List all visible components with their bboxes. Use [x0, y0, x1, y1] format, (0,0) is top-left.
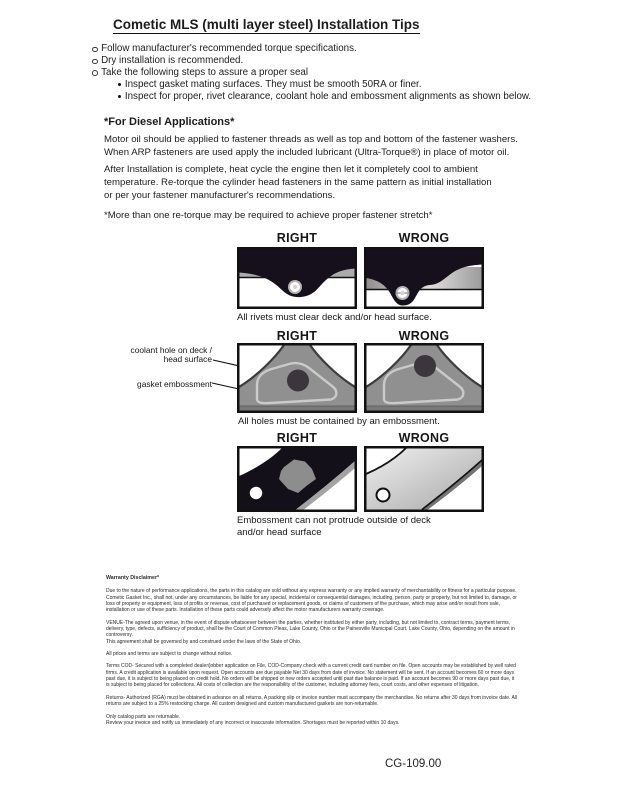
gasket-embossment-annotation: gasket embossment	[137, 379, 212, 389]
coolant-hole	[287, 370, 309, 392]
warranty-paragraph: VENUE-The agreed upon venue, in the event of dispute whatsoever between the parties, whether instituted by either party, including, but not limited to, contract terms, payment terms, delivery, type, defects, sufficiency of product, shall be the Court of Common Pleas, Lake County, Ohio or the Painesville Municipal Court, Lake County, Ohio, depending on the amount in controversy.	[106, 619, 515, 639]
protrusion-right-illustration	[237, 446, 357, 512]
rivet-icon	[288, 280, 302, 294]
warranty-paragraph: Returns- Authorized (RGA) must be obtained in advance on all returns. A packing slip or invoice number must accompany the merchandise. No returns after 30 days from invoice date. All returns are subject to a 25% restocking charge. All custom designed and custom manufactured gaskets are non-returnable.	[106, 694, 518, 708]
rivet-icon	[396, 286, 410, 300]
warranty-paragraph: All prices and terms are subject to change without notice.	[106, 651, 233, 658]
rivet-clearance-right-illustration	[237, 247, 357, 309]
diagram1-wrong-label: WRONG	[398, 231, 450, 245]
coolant-hole-annotation: coolant hole on deck / head surface	[130, 345, 212, 364]
diesel-section-heading: *For Diesel Applications*	[104, 116, 235, 128]
warranty-disclaimer-section	[106, 575, 518, 732]
diesel-paragraph-1	[104, 133, 524, 159]
protrusion-wrong-illustration	[364, 446, 484, 512]
bolt-hole	[250, 487, 262, 499]
text-line: Motor oil should be applied to fastener threads as well as top and bottom of the fastener washers.	[104, 134, 518, 145]
diagram1-caption: All rivets must clear deck and/or head surface.	[237, 312, 432, 323]
diagram1-wrong-panel	[364, 247, 484, 309]
diagram3-right-label: RIGHT	[276, 431, 318, 445]
dot-bullet-icon	[118, 83, 121, 86]
list-item	[118, 91, 562, 103]
bullet-text: Inspect for proper, rivet clearance, coolant hole and embossment alignments as shown below.	[124, 90, 532, 102]
warranty-heading: Warranty Disclaimer*	[106, 575, 160, 581]
bullet-text: Follow manufacturer's recommended torque specifications.	[101, 43, 357, 54]
diesel-paragraph-2	[104, 163, 524, 202]
text-line: temperature. Re-torque the cylinder head fasteners in the same pattern as initial installation	[104, 177, 492, 188]
text-line: When ARP fasteners are used apply the included lubricant (Ultra-Torque®) in place of motor oil.	[104, 147, 510, 158]
hole-containment-wrong-illustration	[364, 343, 484, 413]
circle-bullet-icon	[92, 47, 98, 53]
diagram2-right-panel	[237, 343, 357, 413]
list-item	[92, 43, 562, 55]
bullet-text: Dry installation is recommended.	[101, 54, 244, 66]
page-title: Cometic MLS (multi layer steel) Installation Tips	[113, 17, 420, 32]
installation-tips-list	[92, 43, 562, 103]
warranty-paragraph: Terms COD- Secured with a completed dealer/jobber application on File, COD-Company check with a current credit card number on file. Open accounts may be established by well rated firms. A credit application is available upon request. Open accounts are due payable Net 30 days from date of invoice. No statement will be sent. If an account becomes 60 or more days past due, it is subject to being placed on credit hold. No orders will be shipped or new orders accepted until past due balance is paid. If an account becomes 90 or more days past due, it is subject to being placed for collections. All costs of collection are the responsibility of the customer, including attorney fees, court costs, and other expenses of litigation.	[106, 663, 516, 689]
diagram3-wrong-label: WRONG	[398, 431, 450, 445]
text-line: After Installation is complete, heat cycle the engine then let it completely cool to ambient	[104, 164, 478, 175]
bullet-text: Take the following steps to assure a proper seal	[101, 66, 309, 78]
page-code: CG-109.00	[385, 758, 442, 770]
circle-bullet-icon	[92, 70, 98, 76]
warranty-paragraph: Only catalog parts are returnable.	[106, 713, 181, 720]
text-line: or per your fastener manufacturer's recommendations.	[104, 190, 336, 201]
list-item	[92, 67, 562, 79]
list-item	[92, 55, 562, 67]
warranty-paragraph: Review your invoice and notify us immediately of any incorrect or inaccurate information. Shortages must be reported within 10 days.	[106, 719, 400, 726]
diesel-retorque-note: *More than one re-torque may be required to achieve proper fastener stretch*	[104, 210, 433, 221]
hole-containment-right-illustration	[237, 343, 357, 413]
warranty-paragraph: This agreement shall be governed by and construed under the laws of the State of Ohio.	[106, 638, 302, 645]
diagram3-wrong-panel	[364, 446, 484, 512]
bullet-text: Inspect gasket mating surfaces. They must be smooth 50RA or finer.	[124, 78, 422, 90]
dot-bullet-icon	[118, 95, 121, 98]
diagram2-wrong-label: WRONG	[398, 329, 450, 343]
diagram1-right-panel	[237, 247, 357, 309]
circle-bullet-icon	[92, 59, 98, 65]
coolant-hole	[414, 355, 436, 377]
diagram2-wrong-panel	[364, 343, 484, 413]
list-item	[118, 79, 562, 91]
diagram2-caption: All holes must be contained by an embossment.	[238, 416, 440, 427]
diagram1-right-label: RIGHT	[276, 231, 318, 245]
diagram3-caption: Embossment can not protrude outside of deck and/or head surface	[237, 515, 431, 538]
diagram3-right-panel	[237, 446, 357, 512]
sub-list	[118, 79, 562, 103]
bolt-hole	[377, 489, 390, 502]
warranty-paragraph: Due to the nature of performance applications, the parts in this catalog are sold without any express warranty or any implied warranty of merchantability or fitness for a particular purpose. Cometic Gasket Inc., shall not, under any circumstances, be liable for any special, incidental or consequential damages, including, person, party or property, but not limited to, damage, or loss of property or equipment, loss of profits or revenue, cost of purchased or replacement goods, or claims of customers of the purchase, which may arise and/or result from sale, installation or use of these parts. Installation of these parts could adversely affect the motor manufacturers warranty coverage.	[106, 588, 517, 614]
rivet-clearance-wrong-illustration	[364, 247, 484, 309]
diagram2-right-label: RIGHT	[276, 329, 318, 343]
